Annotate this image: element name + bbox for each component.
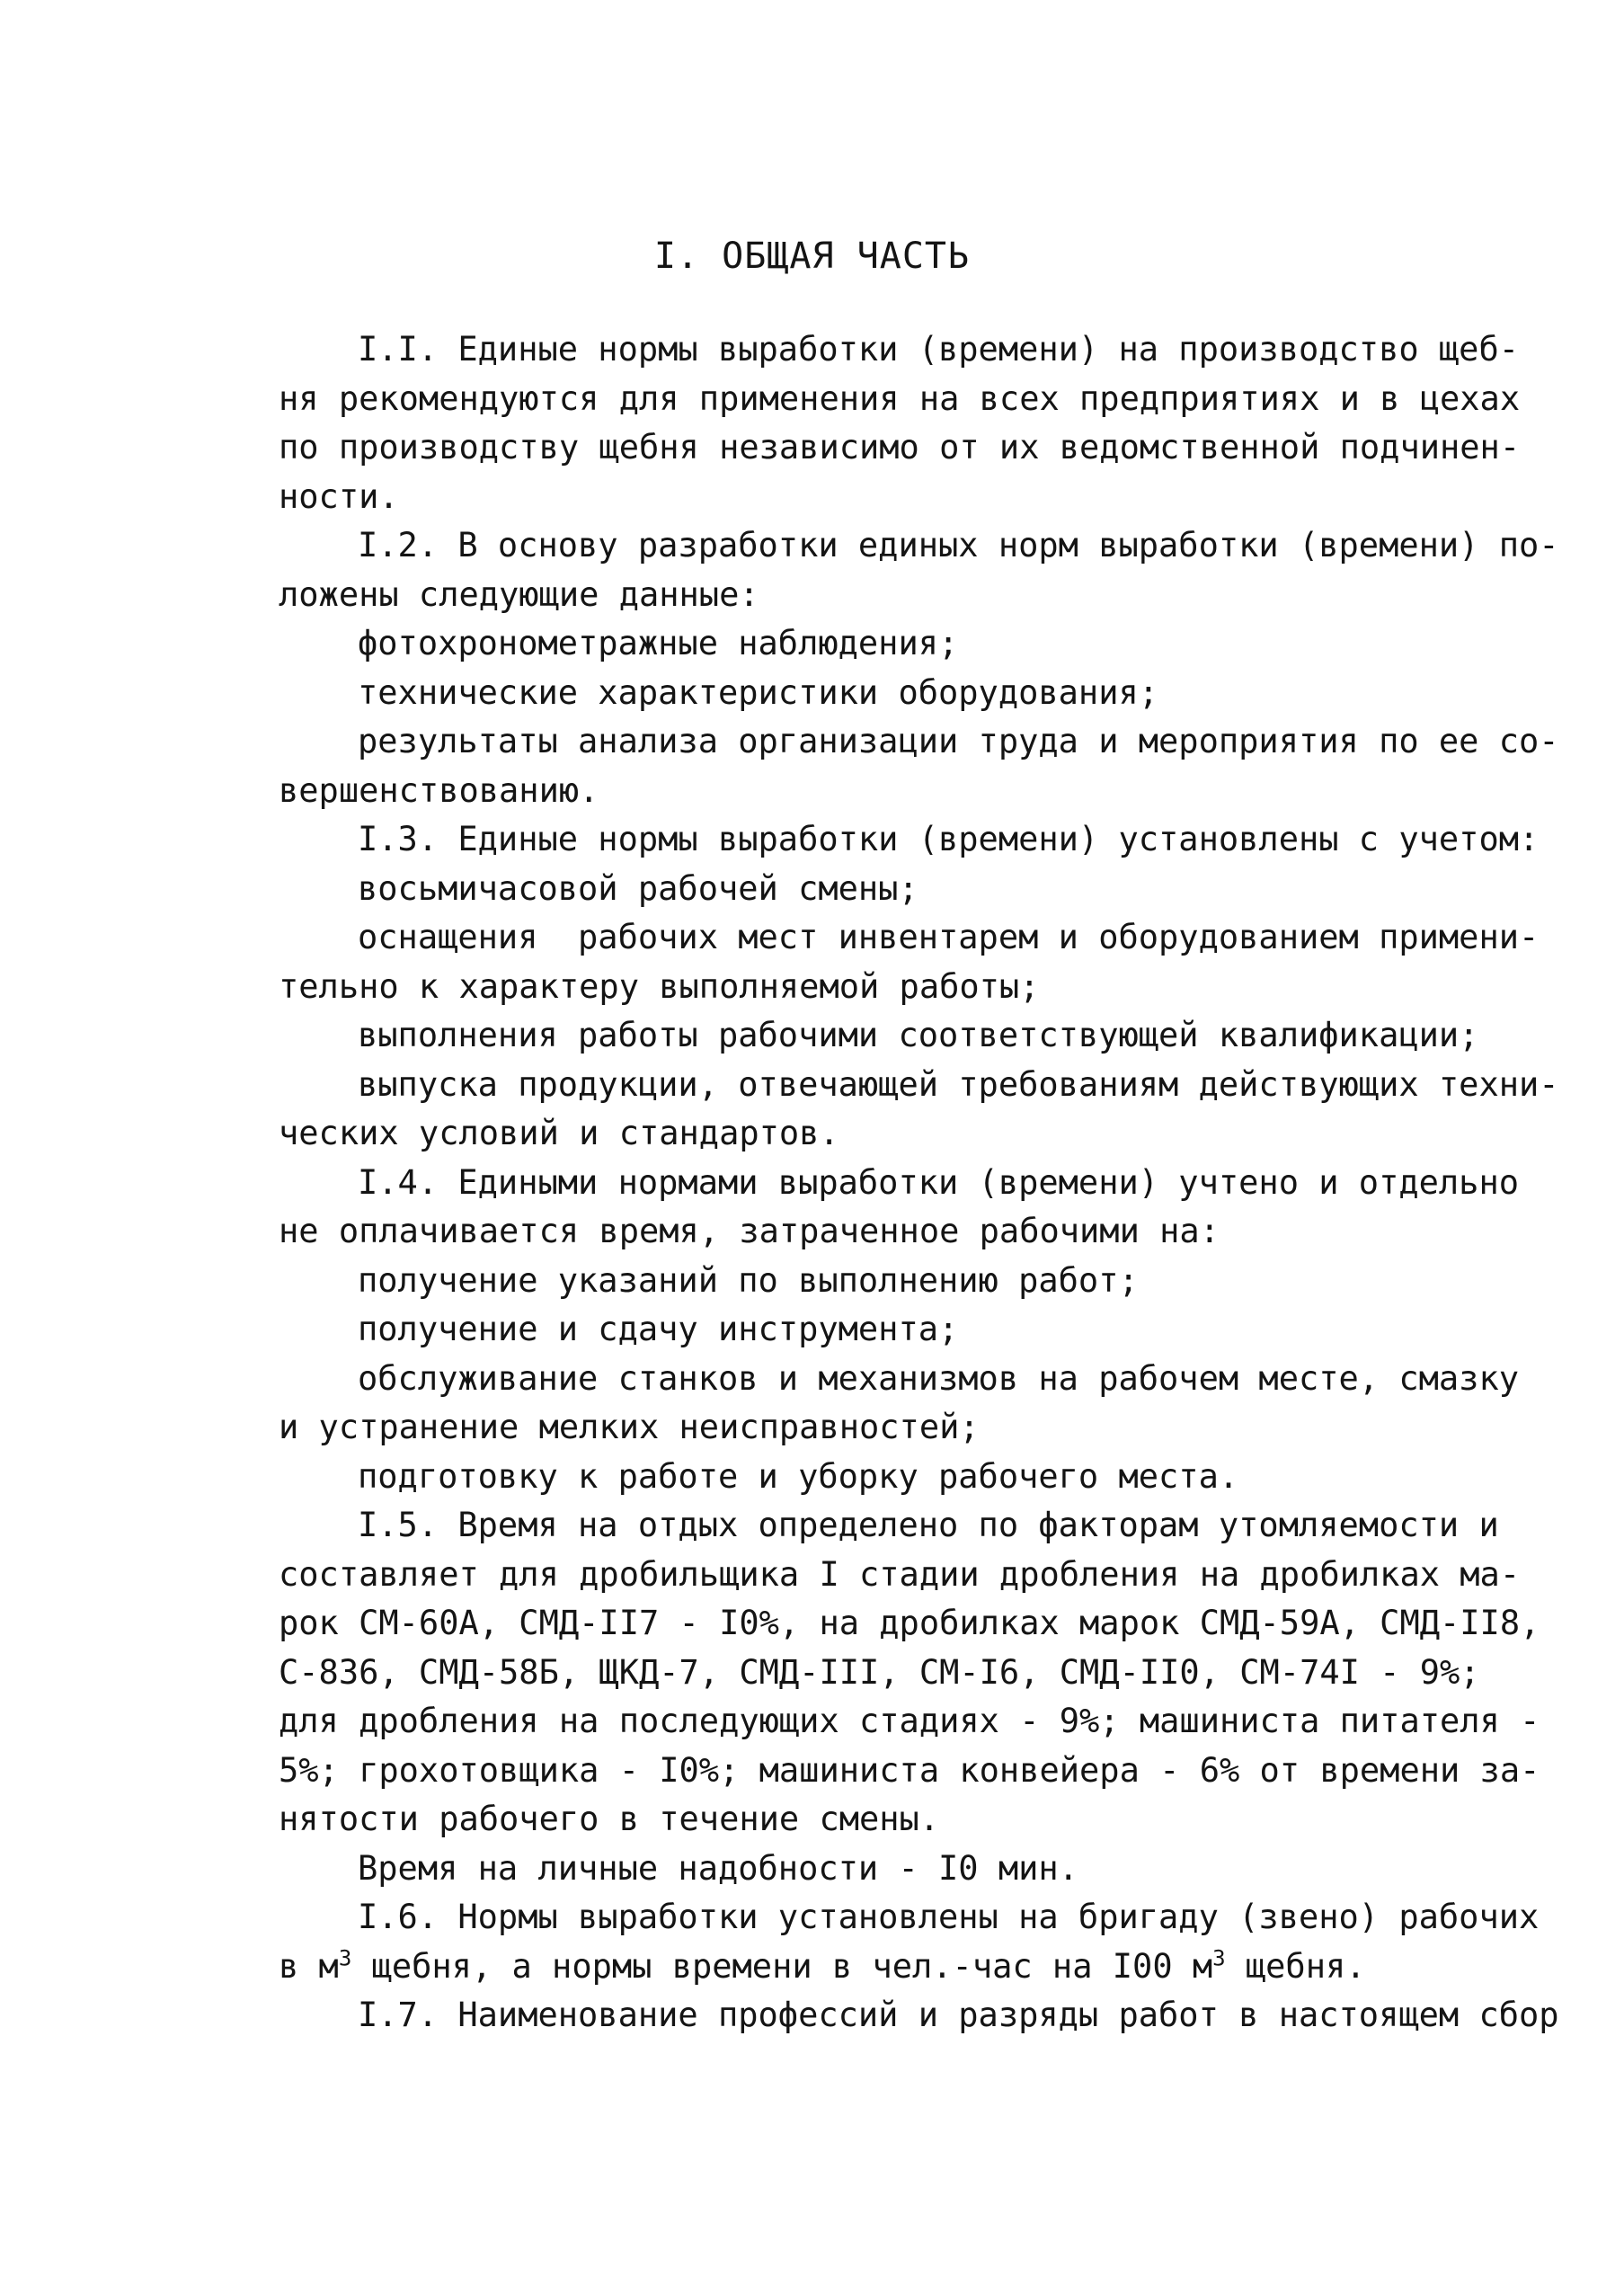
text-line: обслуживание станков и механизмов на рабочем месте, смазку	[358, 1358, 1520, 1398]
text-line-p16-1: I.6. Нормы выработки установлены на бригаду (звено) рабочих	[358, 1898, 1540, 1936]
text-line: ческих условий и стандартов.	[279, 1114, 839, 1152]
text-line: выполнения работы рабочими соответствующей квалификации;	[358, 1016, 1479, 1054]
text-line: ня рекомендуются для применения на всех предприятиях и в цехах	[279, 378, 1521, 418]
document-body	[279, 325, 1559, 2041]
text-line: вершенствованию.	[279, 770, 599, 810]
text-line: подготовку к работе и уборку рабочего места.	[358, 1456, 1239, 1496]
section-title: I. ОБЩАЯ ЧАСТЬ	[653, 236, 971, 277]
text-line: не оплачивается время, затраченное рабочими на:	[279, 1212, 1220, 1250]
text-line: составляет для дробильщика I стадии дробления на дробилках ма-	[279, 1554, 1521, 1594]
text-line: 5%; грохотовщика - I0%; машиниста конвейера - 6% от времени за-	[279, 1750, 1540, 1790]
text-line: рок СМ-60А, СМД-II7 - I0%, на дробилках марок СМД-59А, СМД-II8,	[279, 1604, 1540, 1642]
text-line: результаты анализа организации труда и мероприятия по ее со-	[358, 722, 1559, 760]
text-line: выпуска продукции, отвечающей требованиям действующих техни-	[358, 1064, 1559, 1104]
superscript-3: 3	[338, 1945, 352, 1971]
text-line: по производству щебня независимо от их ведомственной подчинен-	[279, 428, 1521, 467]
superscript-3: 3	[1212, 1945, 1226, 1971]
text-line: получение указаний по выполнению работ;	[358, 1260, 1139, 1300]
text-line: нятости рабочего в течение смены.	[279, 1800, 940, 1838]
text-line-p17-1: I.7. Наименование профессий и разряды работ в настоящем сбор	[358, 1996, 1559, 2034]
text-line: и устранение мелких неисправностей;	[279, 1408, 980, 1446]
text-line: I.4. Едиными нормами выработки (времени) учтено и отдельно	[358, 1162, 1520, 1202]
text-line: I.I. Единые нормы выработки (времени) на производство щеб-	[358, 330, 1520, 369]
text-line: тельно к характеру выполняемой работы;	[279, 966, 1040, 1006]
text-line: получение и сдачу инструмента;	[358, 1310, 959, 1348]
text-line: фотохронометражные наблюдения;	[358, 624, 959, 662]
paragraph-lines	[279, 325, 1559, 1893]
text-line: ности.	[279, 476, 399, 516]
text-line: для дробления на последующих стадиях - 9%; машиниста питателя -	[279, 1702, 1540, 1740]
text-line-p16-2	[279, 1943, 1546, 1992]
text-fragment: щебня, а нормы времени в чел.-час на I00 м	[351, 1946, 1213, 1986]
text-line: I.3. Единые нормы выработки (времени) установлены с учетом:	[358, 820, 1540, 858]
text-fragment: в м	[279, 1946, 339, 1986]
text-line: I.2. В основу разработки единых норм выработки (времени) по-	[358, 526, 1559, 565]
text-line: С-836, СМД-58Б, ЩКД-7, СМД-III, СМ-I6, СМД-II0, СМ-74I - 9%;	[279, 1652, 1480, 1692]
text-line: оснащения рабочих мест инвентарем и оборудованием примени-	[358, 918, 1540, 956]
text-line: технические характеристики оборудования;	[358, 672, 1159, 712]
text-line: ложены следующие данные:	[279, 574, 759, 614]
text-line: Время на личные надобности - I0 мин.	[358, 1848, 1078, 1888]
text-fragment: щебня.	[1225, 1946, 1366, 1986]
text-line: восьмичасовой рабочей смены;	[358, 868, 918, 908]
text-line: I.5. Время на отдых определено по факторам утомляемости и	[358, 1506, 1499, 1544]
